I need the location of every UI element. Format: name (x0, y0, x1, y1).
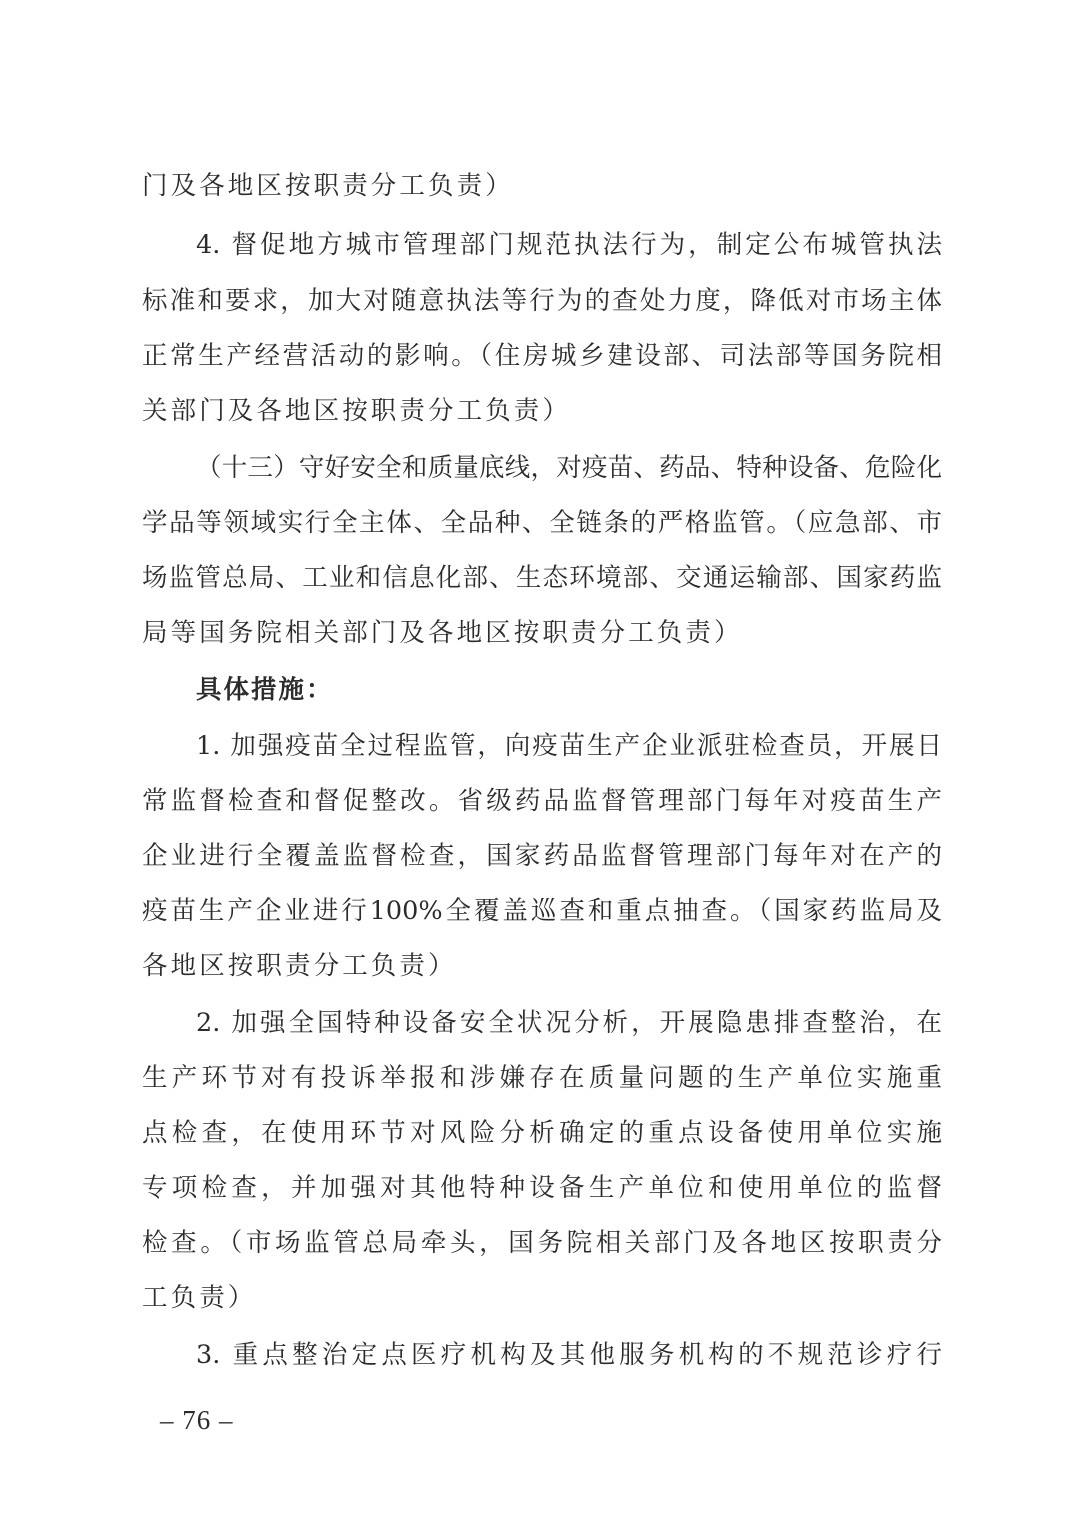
text-line: 企业进行全覆盖监督检查，国家药品监督管理部门每年对在产的 (142, 841, 942, 871)
text-line: 检查。（市场监管总局牵头，国务院相关部门及各地区按职责分 (142, 1228, 942, 1258)
text-line: 场监管总局、工业和信息化部、生态环境部、交通运输部、国家药监 (142, 563, 942, 593)
text-line: （十三）守好安全和质量底线，对疫苗、药品、特种设备、危险化 (196, 453, 942, 483)
page-number: – 76 – (160, 1405, 234, 1435)
text-line: 局等国务院相关部门及各地区按职责分工负责） (142, 618, 743, 648)
text-line: 标准和要求，加大对随意执法等行为的查处力度，降低对市场主体 (142, 286, 942, 316)
text-line: 正常生产经营活动的影响。（住房城乡建设部、司法部等国务院相 (142, 341, 942, 371)
section-heading: 具体措施： (196, 675, 334, 705)
text-line: 工负责） (142, 1283, 257, 1313)
text-line: 生产环节对有投诉举报和涉嫌存在质量问题的生产单位实施重 (142, 1063, 942, 1093)
text-line: 2. 加强全国特种设备安全状况分析，开展隐患排查整治，在 (196, 1008, 942, 1038)
text-line: 疫苗生产企业进行100%全覆盖巡查和重点抽查。（国家药监局及 (142, 896, 942, 926)
text-line: 4. 督促地方城市管理部门规范执法行为，制定公布城管执法 (196, 230, 942, 260)
text-line: 3. 重点整治定点医疗机构及其他服务机构的不规范诊疗行 (196, 1340, 942, 1370)
text-line: 门及各地区按职责分工负责） (142, 171, 514, 201)
text-line: 学品等领域实行全主体、全品种、全链条的严格监管。（应急部、市 (142, 508, 942, 538)
text-line: 常监督检查和督促整改。省级药品监督管理部门每年对疫苗生产 (142, 786, 942, 816)
text-line: 点检查，在使用环节对风险分析确定的重点设备使用单位实施 (142, 1118, 942, 1148)
text-line: 关部门及各地区按职责分工负责） (142, 396, 572, 426)
text-line: 1. 加强疫苗全过程监管，向疫苗生产企业派驻检查员，开展日 (196, 731, 942, 761)
text-line: 专项检查，并加强对其他特种设备生产单位和使用单位的监督 (142, 1173, 942, 1203)
text-line: 各地区按职责分工负责） (142, 951, 457, 981)
